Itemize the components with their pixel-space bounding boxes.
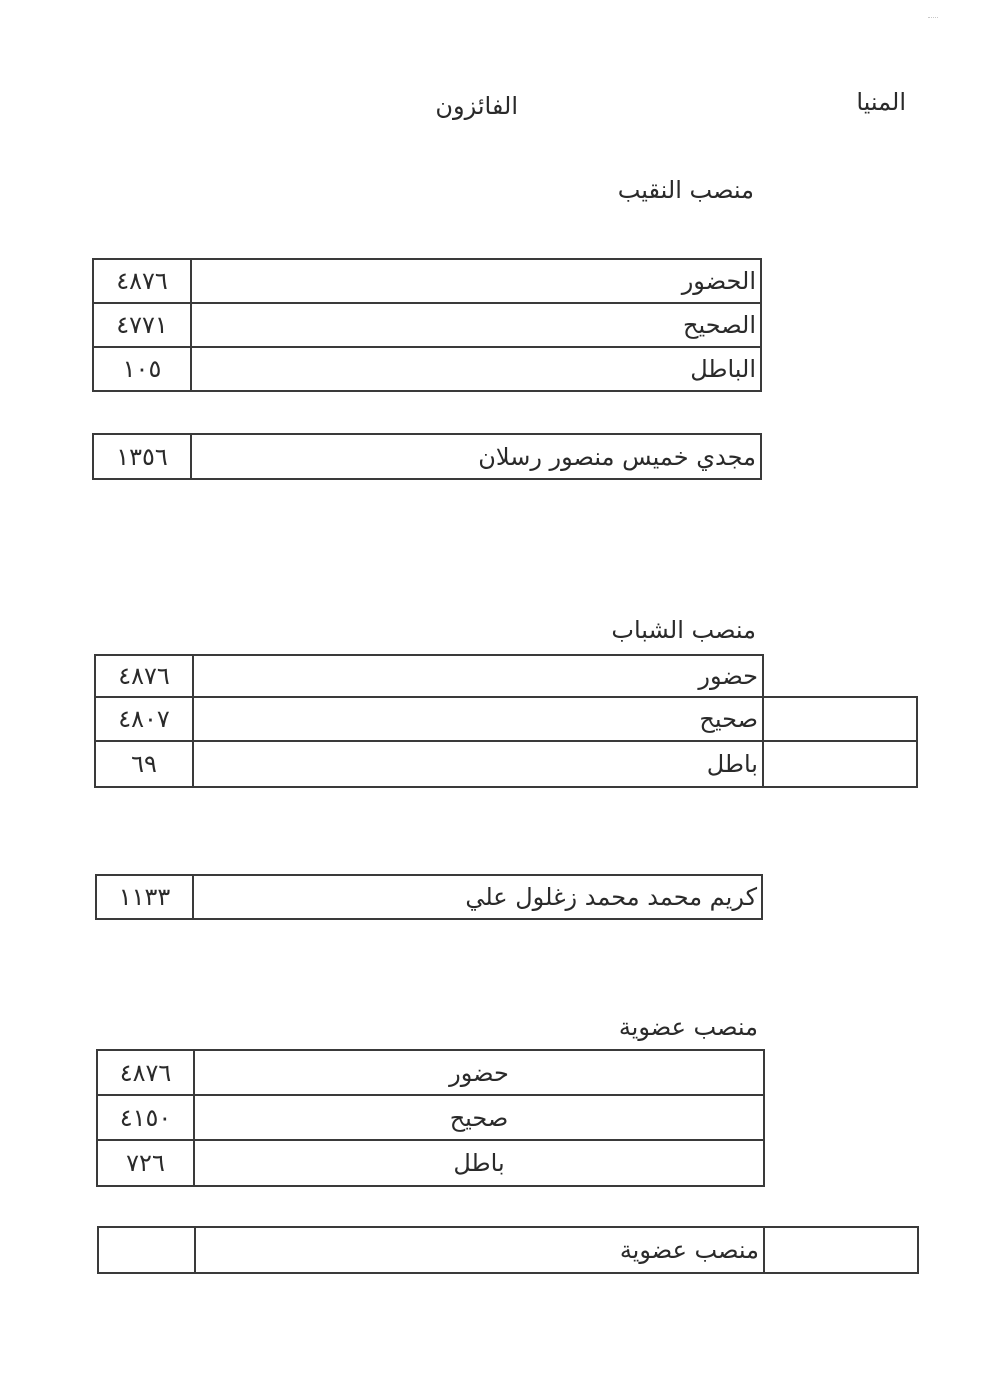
empty-cell [763,655,917,697]
naqib-stats-table [92,258,762,392]
odwiya-attendance-value: ٤٨٧٦ [97,1050,194,1095]
table-row [97,1140,764,1186]
odwiya-valid-label: صحيح [194,1095,764,1140]
empty-cell [763,741,917,787]
table-row [93,347,761,391]
table-row [93,259,761,303]
governorate-title: المنيا [856,88,906,116]
odwiya-winner-table [97,1226,919,1274]
table-row [95,697,917,741]
table-row [95,741,917,787]
odwiya-attendance-label: حضور [194,1050,764,1095]
table-row [98,1227,918,1273]
shabab-invalid-value: ٦٩ [95,741,193,787]
page-title: الفائزون [435,92,518,120]
shabab-invalid-label: باطل [193,741,763,787]
table-row [95,655,917,697]
empty-cell [764,1227,918,1273]
table-row [96,875,762,919]
section-heading-shabab: منصب الشباب [611,616,756,644]
odwiya-valid-value: ٤١٥٠ [97,1095,194,1140]
naqib-attendance-value: ٤٨٧٦ [93,259,191,303]
table-row [93,434,761,479]
table-row [93,303,761,347]
table-row [97,1050,764,1095]
naqib-winner-table [92,433,762,480]
naqib-winner-name: مجدي خميس منصور رسلان [191,434,761,479]
odwiya-winner-votes [98,1227,195,1273]
odwiya-stats-table [96,1049,765,1187]
naqib-attendance-label: الحضور [191,259,761,303]
section-heading-naqib: منصب النقيب [617,176,754,204]
scan-speck [928,17,938,22]
shabab-winner-name: كريم محمد محمد زغلول علي [193,875,762,919]
naqib-invalid-label: الباطل [191,347,761,391]
section-heading-odwiya: منصب عضوية [618,1013,758,1041]
shabab-valid-value: ٤٨٠٧ [95,697,193,741]
shabab-stats-table [94,654,918,788]
shabab-valid-label: صحيح [193,697,763,741]
shabab-winner-votes: ١١٣٣ [96,875,193,919]
shabab-winner-table [95,874,763,920]
odwiya-invalid-label: باطل [194,1140,764,1186]
shabab-attendance-value: ٤٨٧٦ [95,655,193,697]
shabab-attendance-label: حضور [193,655,763,697]
empty-cell [763,697,917,741]
table-row [97,1095,764,1140]
naqib-valid-label: الصحيح [191,303,761,347]
naqib-winner-votes: ١٣٥٦ [93,434,191,479]
odwiya-invalid-value: ٧٢٦ [97,1140,194,1186]
odwiya-winner-name: منصب عضوية [195,1227,764,1273]
naqib-invalid-value: ١٠٥ [93,347,191,391]
naqib-valid-value: ٤٧٧١ [93,303,191,347]
